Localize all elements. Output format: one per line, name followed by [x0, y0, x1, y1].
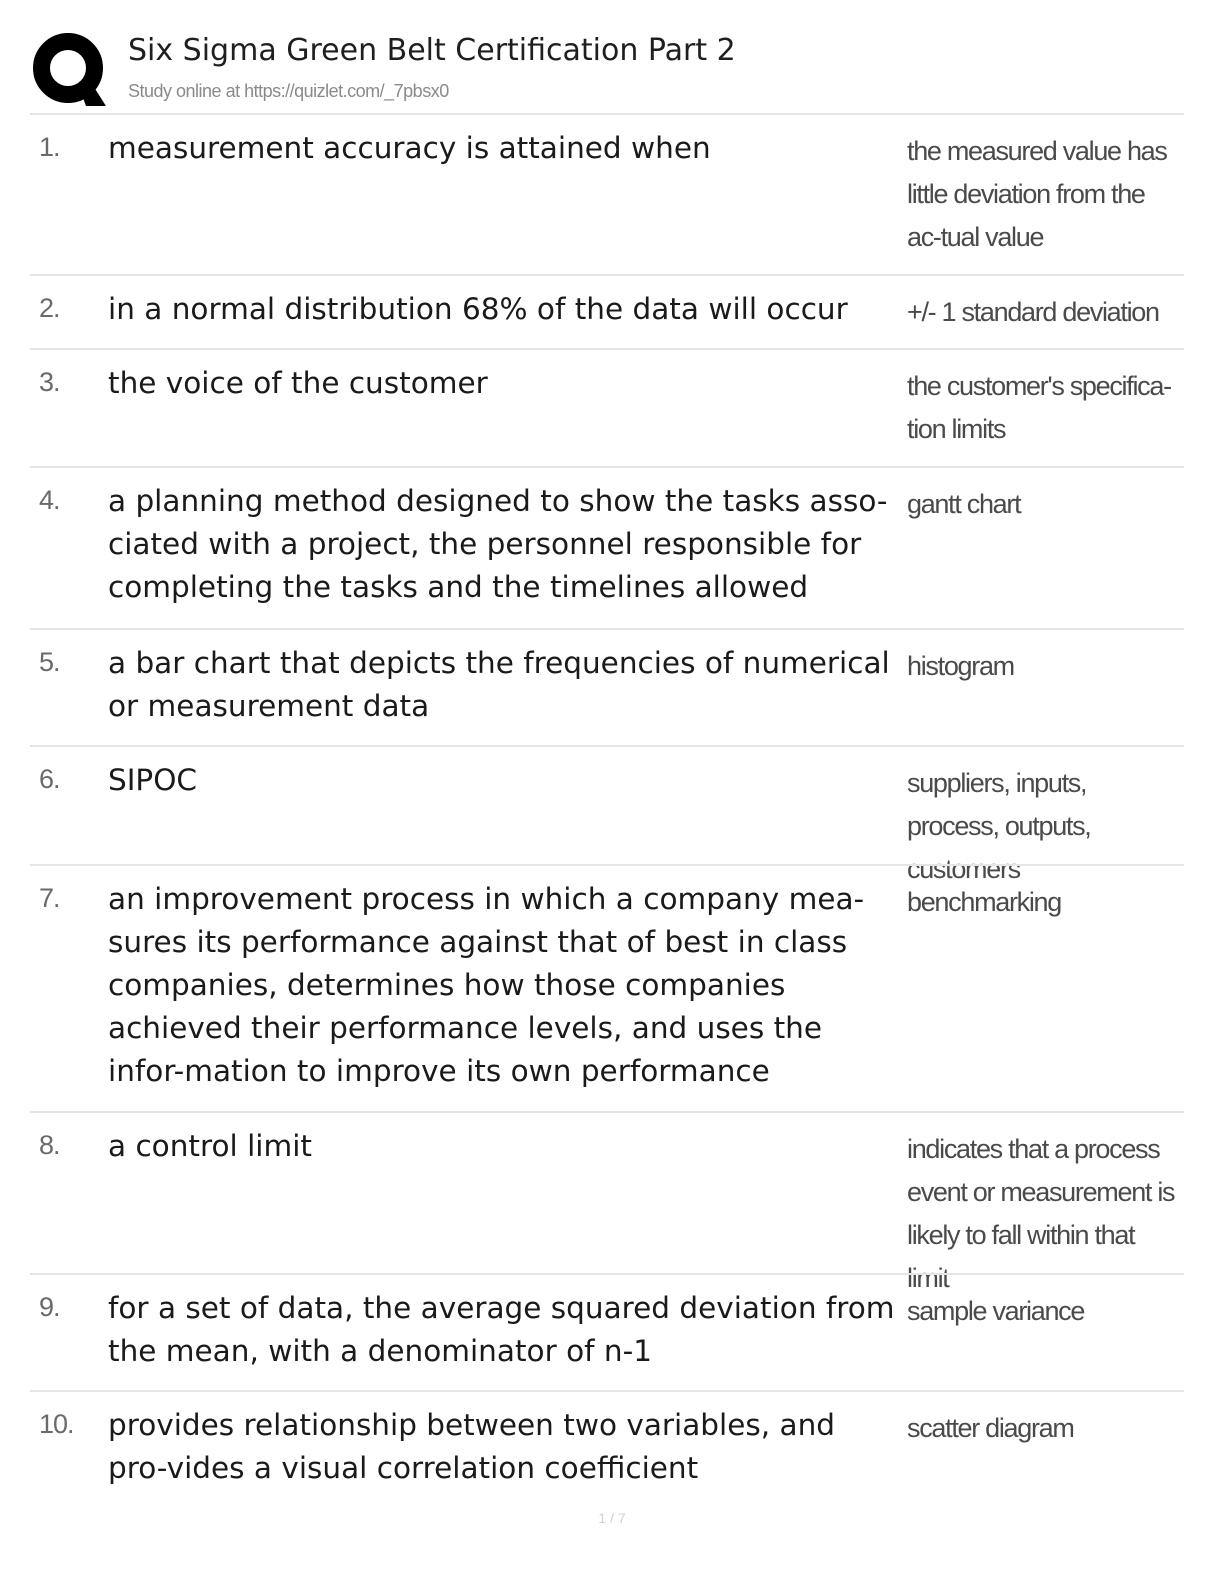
quizlet-logo-icon [32, 32, 108, 108]
card-number: 2. [39, 293, 60, 323]
flashcard-row [30, 1390, 1184, 1500]
card-number: 6. [39, 764, 60, 794]
card-definition: benchmarking [907, 887, 1061, 917]
card-definition: the customer's specifica-tion limits [907, 371, 1171, 444]
card-definition: indicates that a process event or measurement is likely to fall within that limit [907, 1134, 1175, 1293]
card-number: 10. [39, 1409, 74, 1439]
card-term: the voice of the customer [108, 366, 488, 400]
flashcard-row [30, 1111, 1184, 1293]
card-number: 4. [39, 485, 60, 515]
card-definition: suppliers, inputs, process, outputs, customers [907, 768, 1091, 884]
flashcard-row [30, 864, 1184, 1111]
card-definition: histogram [907, 651, 1014, 681]
card-number: 7. [39, 883, 60, 913]
flashcard-row [30, 466, 1184, 628]
card-term: provides relationship between two variables, and pro-vides a visual correlation coefficient [108, 1408, 835, 1485]
card-term: a control limit [108, 1129, 312, 1163]
flashcard-row [30, 745, 1184, 884]
flashcard-row [30, 1273, 1184, 1390]
card-number: 8. [39, 1130, 60, 1160]
card-definition: gantt chart [907, 489, 1021, 519]
flashcard-list [30, 113, 1184, 1500]
study-link[interactable]: Study online at https://quizlet.com/_7pbsx0 [128, 81, 449, 101]
card-term: an improvement process in which a company mea-sures its performance against that of best in class companies, determines how those companies achieved their performance levels, and uses the infor-mation to improve its own performance [108, 882, 865, 1088]
flashcard-row [30, 113, 1184, 274]
card-term: SIPOC [108, 763, 198, 797]
card-definition: scatter diagram [907, 1413, 1074, 1443]
card-number: 5. [39, 647, 60, 677]
card-term: for a set of data, the average squared deviation from the mean, with a denominator of n-1 [108, 1291, 895, 1368]
card-number: 1. [39, 132, 60, 162]
card-definition: sample variance [907, 1296, 1085, 1326]
flashcard-row [30, 348, 1184, 466]
card-number: 3. [39, 367, 60, 397]
card-term: a planning method designed to show the tasks asso-ciated with a project, the personnel responsible for completing the tasks and the timelines allowed [108, 484, 888, 604]
flashcard-row [30, 628, 1184, 745]
card-definition: +/- 1 standard deviation [907, 297, 1159, 327]
card-definition: the measured value has little deviation from the ac-tual value [907, 136, 1167, 252]
page-title: Six Sigma Green Belt Certification Part 2 [128, 33, 736, 68]
page-number: 1 / 7 [598, 1510, 626, 1526]
card-term: a bar chart that depicts the frequencies of numerical or measurement data [108, 646, 890, 723]
card-number: 9. [39, 1292, 60, 1322]
card-term: in a normal distribution 68% of the data will occur [108, 292, 848, 326]
flashcard-row [30, 274, 1184, 348]
card-term: measurement accuracy is attained when [108, 131, 711, 165]
